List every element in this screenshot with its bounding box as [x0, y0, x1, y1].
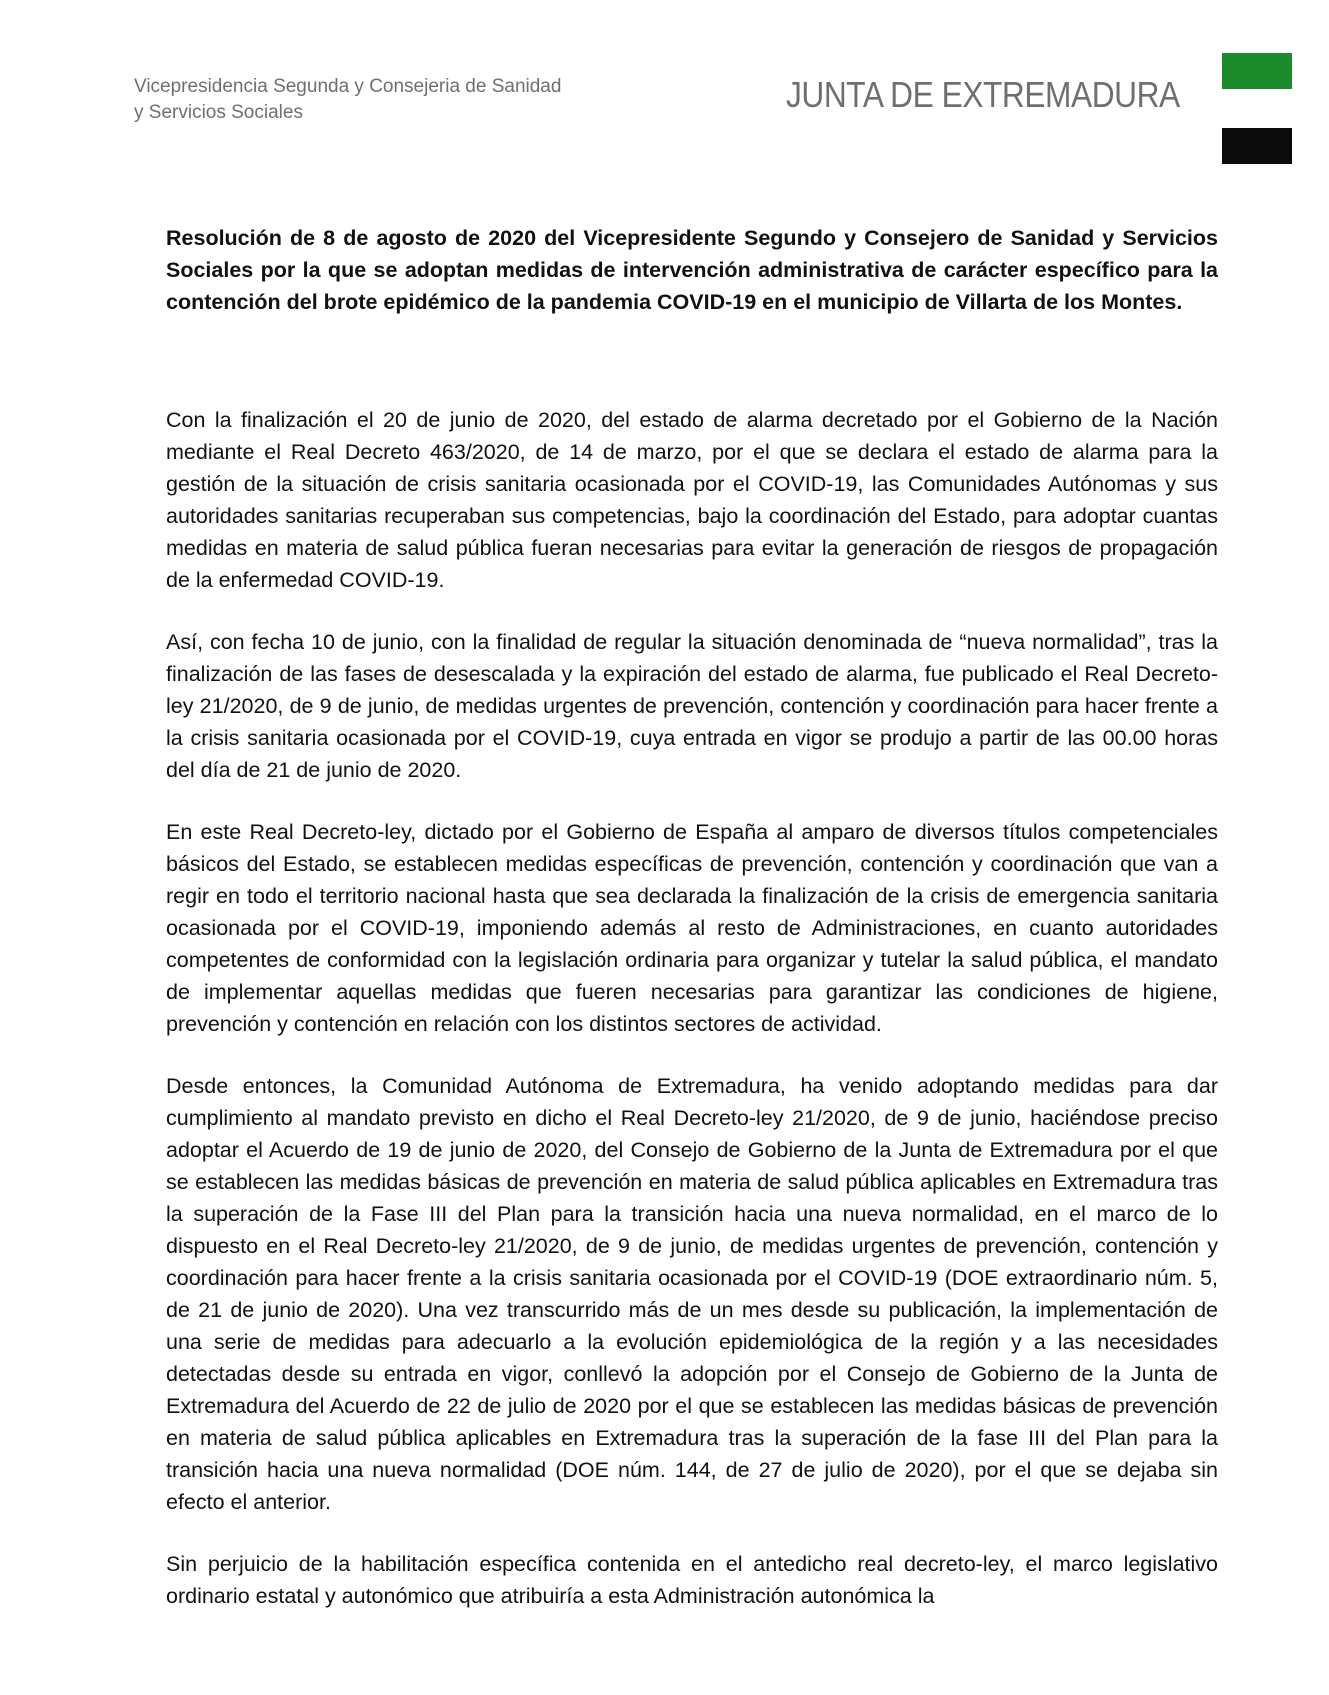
paragraph-1: Con la finalización el 20 de junio de 2020, del estado de alarma decretado por el Gobierno de la Nación mediante el Real Decreto 463/2020, de 14 de marzo, por el que se declara el estado de alarma para la gestión de la situación de crisis sanitaria ocasionada por el COVID-19, las Comunidades Autónomas y sus autoridades sanitarias recuperaban sus competencias, bajo la coordinación del Estado, para adoptar cuantas medidas en materia de salud pública fueran necesarias para evitar la generación de riesgos de propagación de la enfermedad COVID-19.	[166, 408, 1218, 592]
paragraph-4: Desde entonces, la Comunidad Autónoma de Extremadura, ha venido adoptando medidas para dar cumplimiento al mandato previsto en dicho el Real Decreto-ley 21/2020, de 9 de junio, haciéndose preciso adoptar el Acuerdo de 19 de junio de 2020, del Consejo de Gobierno de la Junta de Extremadura por el que se establecen las medidas básicas de prevención en materia de salud pública aplicables en Extremadura tras la superación de la Fase III del Plan para la transición hacia una nueva normalidad, en el marco de lo dispuesto en el Real Decreto-ley 21/2020, de 9 de junio, de medidas urgentes de prevención, contención y coordinación para hacer frente a la crisis sanitaria ocasionada por el COVID-19 (DOE extraordinario núm. 5, de 21 de junio de 2020). Una vez transcurrido más de un mes desde su publicación, la implementación de una serie de medidas para adecuarlo a la evolución epidemiológica de la región y a las necesidades detectadas desde su entrada en vigor, conllevó la adopción por el Consejo de Gobierno de la Junta de Extremadura del Acuerdo de 22 de julio de 2020 por el que se establecen las medidas básicas de prevención en materia de salud pública aplicables en Extremadura tras la superación de la fase III del Plan para la transición hacia una nueva normalidad (DOE núm. 144, de 27 de julio de 2020), por el que se dejaba sin efecto el anterior.	[166, 1074, 1218, 1514]
junta-logo-text: JUNTA DE EXTREMADURA	[786, 74, 1180, 115]
department-line-2: y Servicios Sociales	[134, 102, 303, 123]
department-name	[134, 74, 561, 126]
paragraph-3: En este Real Decreto-ley, dictado por el Gobierno de España al amparo de diversos títulos competenciales básicos del Estado, se establecen medidas específicas de prevención, contención y coordinación que van a regir en todo el territorio nacional hasta que sea declarada la finalización de la crisis de emergencia sanitaria ocasionada por el COVID-19, imponiendo además al resto de Administraciones, en cuanto autoridades competentes de conformidad con la legislación ordinaria para organizar y tutelar la salud pública, el mandato de implementar aquellas medidas que fueren necesarias para garantizar las condiciones de higiene, prevención y contención en relación con los distintos sectores de actividad.	[166, 820, 1218, 1036]
flag-black-stripe	[1222, 128, 1292, 164]
document-body	[166, 222, 1218, 1612]
department-line-1: Vicepresidencia Segunda y Consejeria de Sanidad	[134, 76, 562, 97]
flag-green-stripe	[1222, 53, 1292, 89]
paragraph-5: Sin perjuicio de la habilitación específica contenida en el antedicho real decreto-ley, el marco legislativo ordinario estatal y autonómico que atribuiría a esta Administración autonómica la	[166, 1552, 1218, 1608]
document-title: Resolución de 8 de agosto de 2020 del Vicepresidente Segundo y Consejero de Sanidad y Servicios Sociales por la que se adoptan medidas de intervención administrativa de carácter específico para la contención del brote epidémico de la pandemia COVID-19 en el municipio de Villarta de los Montes.	[166, 226, 1218, 314]
paragraph-2: Así, con fecha 10 de junio, con la finalidad de regular la situación denominada de “nueva normalidad”, tras la finalización de las fases de desescalada y la expiración del estado de alarma, fue publicado el Real Decreto-ley 21/2020, de 9 de junio, de medidas urgentes de prevención, contención y coordinación para hacer frente a la crisis sanitaria ocasionada por el COVID-19, cuya entrada en vigor se produjo a partir de las 00.00 horas del día de 21 de junio de 2020.	[166, 630, 1218, 782]
